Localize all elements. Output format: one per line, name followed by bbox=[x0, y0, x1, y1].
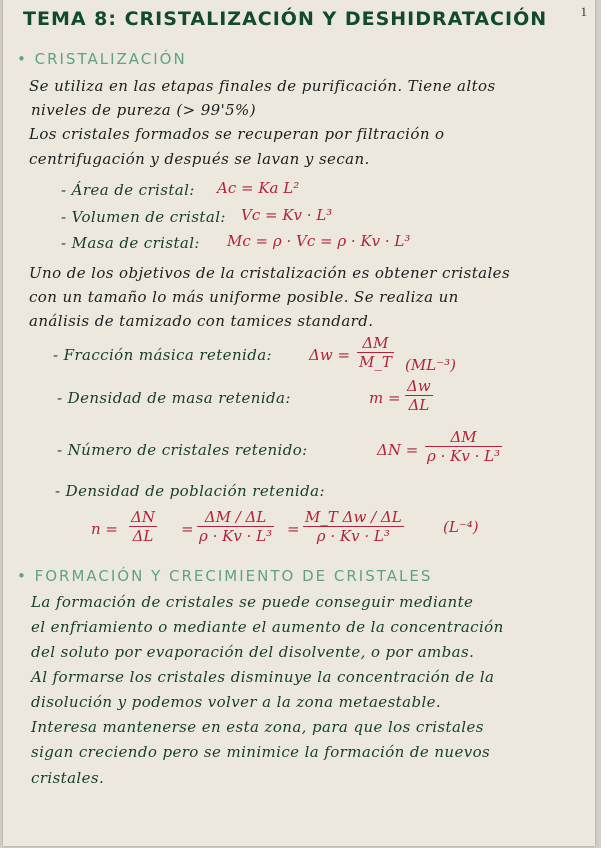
item-label: - Área de cristal: bbox=[61, 181, 195, 199]
text-line: del soluto por evaporación del disolvente, o por ambas. bbox=[31, 643, 475, 661]
formula-masa: Mc = ρ · Vc = ρ · Kv · L³ bbox=[227, 232, 411, 250]
fraction-denominator: ρ · Kv · L³ bbox=[199, 527, 273, 545]
formula-fraction bbox=[425, 428, 502, 465]
fraction-denominator: ρ · Kv · L³ bbox=[316, 527, 390, 545]
formula-lhs: n = bbox=[91, 520, 118, 538]
fraction-numerator: ΔM bbox=[425, 428, 502, 447]
fraction-denominator: ρ · Kv · L³ bbox=[427, 447, 501, 465]
formula-fraction bbox=[129, 508, 157, 545]
formula-volumen: Vc = Kv · L³ bbox=[241, 206, 333, 224]
text-line: análisis de tamizado con tamices standard. bbox=[29, 312, 374, 330]
section-heading-formacion: • FORMACIÓN Y CRECIMIENTO DE CRISTALES bbox=[17, 567, 433, 585]
formula-fraction bbox=[405, 377, 433, 414]
page-title: TEMA 8: CRISTALIZACIÓN Y DESHIDRATACIÓN bbox=[23, 8, 548, 30]
formula-units: (L⁻⁴) bbox=[443, 518, 479, 536]
text-line: sigan creciendo pero se minimice la formación de nuevos bbox=[31, 743, 491, 761]
section-heading-cristalizacion: • CRISTALIZACIÓN bbox=[17, 50, 187, 68]
text-line: Se utiliza en las etapas finales de purificación. Tiene altos bbox=[29, 77, 496, 95]
equals-sign: = bbox=[287, 520, 300, 538]
item-label: - Número de cristales retenido: bbox=[57, 441, 308, 459]
text-line: con un tamaño lo más uniforme posible. Se realiza un bbox=[29, 288, 459, 306]
text-line: centrifugación y después se lavan y secan. bbox=[29, 150, 370, 168]
formula-lhs: Δw = bbox=[309, 346, 351, 364]
equals-sign: = bbox=[181, 520, 194, 538]
text-line: Interesa mantenerse en esta zona, para que los cristales bbox=[31, 718, 484, 736]
formula-fraction bbox=[357, 334, 394, 371]
text-line: disolución y podemos volver a la zona metaestable. bbox=[31, 693, 442, 711]
formula-lhs: ΔN = bbox=[377, 441, 419, 459]
formula-units: (ML⁻³) bbox=[405, 356, 456, 374]
formula-lhs: m = bbox=[369, 389, 401, 407]
text-line: niveles de pureza (> 99'5%) bbox=[31, 101, 256, 119]
fraction-numerator: M_T Δw / ΔL bbox=[305, 508, 402, 526]
item-label: - Densidad de masa retenida: bbox=[57, 389, 291, 407]
fraction-denominator: ΔL bbox=[132, 527, 154, 545]
text-line: La formación de cristales se puede conseguir mediante bbox=[31, 593, 474, 611]
text-line: cristales. bbox=[31, 769, 105, 787]
page-number: 1 bbox=[580, 4, 587, 19]
text-line: Uno de los objetivos de la cristalización es obtener cristales bbox=[29, 264, 511, 282]
text-line: Al formarse los cristales disminuye la concentración de la bbox=[31, 668, 495, 686]
formula-area: Ac = Ka L² bbox=[217, 179, 300, 197]
fraction-denominator: ΔL bbox=[408, 396, 430, 414]
formula-fraction bbox=[303, 508, 404, 545]
item-label: - Masa de cristal: bbox=[61, 234, 200, 252]
formula-fraction bbox=[197, 508, 274, 545]
fraction-numerator: Δw bbox=[407, 377, 431, 395]
text-line: Los cristales formados se recuperan por filtración o bbox=[29, 125, 445, 143]
text-line: el enfriamiento o mediante el aumento de la concentración bbox=[31, 618, 504, 636]
fraction-numerator: ΔN bbox=[131, 508, 155, 526]
item-label: - Fracción másica retenida: bbox=[53, 346, 272, 364]
fraction-numerator: ΔM bbox=[357, 334, 394, 353]
fraction-denominator: M_T bbox=[359, 353, 392, 371]
fraction-numerator: ΔM / ΔL bbox=[197, 508, 274, 527]
item-label: - Densidad de población retenida: bbox=[55, 482, 325, 500]
notebook-page bbox=[3, 0, 595, 846]
item-label: - Volumen de cristal: bbox=[61, 208, 226, 226]
